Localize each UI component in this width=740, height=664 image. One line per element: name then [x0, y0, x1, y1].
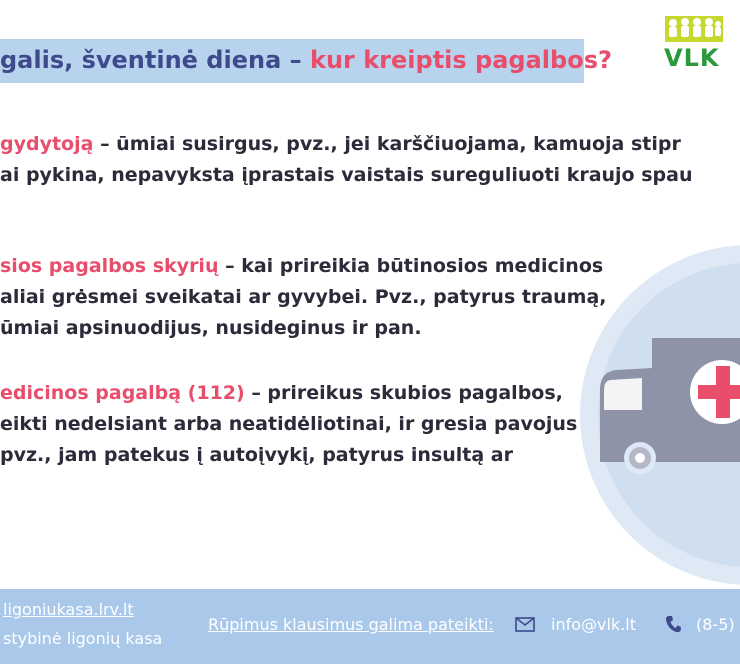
questions-link[interactable]: Rūpimus klausimus galima pateikti: — [208, 615, 494, 634]
section-highlight: edicinos pagalbą (112) — [0, 382, 245, 404]
ambulance-illustration — [580, 240, 740, 600]
section-emergency-112 — [0, 378, 577, 471]
section-emergency-department — [0, 251, 607, 344]
section-text: aliai grėsmei sveikatai ar gyvybei. Pvz., patyrus traumą, — [0, 286, 607, 308]
section-text: – ūmiai susirgus, pvz., jei karščiuojama, kamuoja stipr — [93, 133, 681, 155]
section-text: – prireikus skubios pagalbos, — [244, 382, 563, 404]
email-icon — [515, 617, 535, 632]
section-text: ai pykina, nepavyksta įprastais vaistais sureguliuoti kraujo spau — [0, 164, 693, 186]
website-link[interactable]: ligoniukasa.lrv.lt — [3, 600, 134, 619]
section-family-doctor — [0, 129, 692, 191]
section-text: pvz., jam patekus į autoįvykį, patyrus insultą ar — [0, 444, 513, 466]
section-text: ūmiai apsinuodijus, nusideginus ir pan. — [0, 317, 422, 339]
organization-name: stybinė ligonių kasa — [3, 629, 163, 648]
page-title-part2: kur kreiptis pagalbos? — [309, 46, 612, 74]
section-highlight: gydytoją — [0, 133, 94, 155]
page-title-part1: galis, šventinė diena – — [0, 46, 310, 74]
section-text: eikti nedelsiant arba neatidėliotinai, ir gresia pavojus — [0, 413, 578, 435]
section-highlight: sios pagalbos skyrių — [0, 255, 219, 277]
phone-number[interactable]: (8-5) — [696, 615, 735, 634]
phone-icon — [665, 615, 681, 633]
email-address[interactable]: info@vlk.lt — [551, 615, 636, 634]
section-text: – kai prireikia būtinosios medicinos — [218, 255, 604, 277]
vlk-logo-text: VLK — [664, 44, 720, 72]
page-title — [0, 46, 612, 74]
